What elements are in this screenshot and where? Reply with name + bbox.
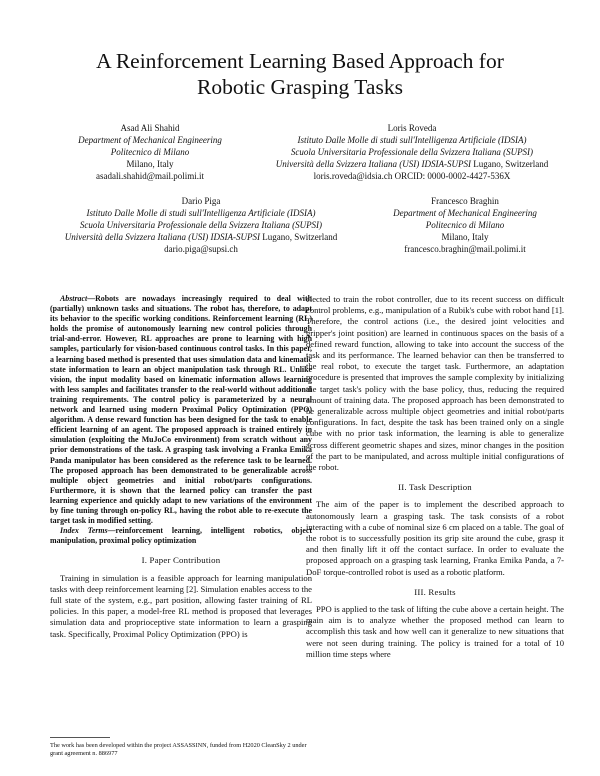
author-email: francesco.braghin@mail.polimi.it: [404, 244, 526, 254]
title-line-1: A Reinforcement Learning Based Approach for: [96, 49, 504, 73]
index-terms: [50, 526, 312, 546]
right-column: [306, 294, 564, 660]
author-block-3: [36, 195, 366, 255]
author-email: dario.piga@supsi.ch: [164, 244, 238, 254]
author-affiliation: Department of Mechanical Engineering: [393, 208, 537, 218]
index-terms-text: —reinforcement learning, intelligent robotics, object manipulation, proximal policy optimization: [50, 526, 312, 546]
author-affiliation: Politecnico di Milano: [110, 147, 190, 157]
author-affiliation: Department of Mechanical Engineering: [78, 135, 222, 145]
author-affiliation: Istituto Dalle Molle di studi sull'Intelligenza Artificiale (IDSIA): [297, 135, 527, 145]
abstract-lead: Abstract: [60, 294, 88, 303]
index-terms-lead: Index Terms: [60, 526, 108, 536]
author-affiliation: Scuola Universitaria Professionale della Svizzera Italiana (SUPSI): [79, 220, 323, 230]
author-location: Milano, Italy: [126, 159, 174, 169]
section-1-paragraph: Training in simulation is a feasible approach for learning manipulation tasks with deep reinforcement learning [2]. Simulation enables access to the full state of the system, e.g., part position, allowing faster training of RL policies. In this paper, a model-free RL method is proposed that leverages simulation data and proprioceptive state information to learn a grasping task. Specifically, Proximal Policy Optimization (PPO) is: [50, 572, 312, 639]
section-heading-3: III. Results: [414, 586, 456, 597]
author-block-4: [370, 195, 560, 255]
author-affiliation: Politecnico di Milano: [425, 220, 505, 230]
section-heading-2: II. Task Description: [398, 482, 472, 493]
author-affiliation: Istituto Dalle Molle di studi sull'Intelligenza Artificiale (IDSIA): [86, 208, 316, 218]
author-affiliation: Scuola Universitaria Professionale della Svizzera Italiana (SUPSI): [290, 147, 534, 157]
footnote-divider: [50, 737, 110, 738]
section-3-paragraph: PPO is applied to the task of lifting the cube above a certain height. The main aim is to analyze whether the proposed method can learn to accomplish this task and how well can it generalize to new situations that were not seen during training. The policy is trained for a total of 10 million time steps where: [306, 604, 564, 659]
author-name: Francesco Braghin: [431, 196, 499, 206]
title-line-2: Robotic Grasping Tasks: [197, 75, 403, 99]
abstract: [50, 294, 312, 526]
author-block-2: [262, 122, 562, 182]
section-1-paragraph-continued: elected to train the robot controller, due to its recent success on difficult control problems, e.g., manipulation of a Rubik's cube with robot hand [1]. Therefore, the control actions (i.e., the desired joint velocities and gripper's joint position) are learned in continuous spaces on the basis of a defined reward function, allowing to take into account the success of the task and its performance. The learned behavior can then be transferred to the real robot, to execute the target task. Furthermore, an adaptation procedure is presented that improves the sample complexity by initializing the target task's policy with the base policy, thus, reducing the required amount of training data. The proposed approach has been demonstrated to be generalizable across multiple object geometries and initial robot/parts configurations. In fact, despite the task has been trained only on a single cube with no prior task information, the learning is able to generalize across different geometric shapes and sizes, minor changes in the position of the part to be manipulated, and across multiple initial configurations of the robot.: [306, 294, 564, 473]
paper-title: [40, 48, 560, 100]
author-location: Lugano, Switzerland: [259, 232, 338, 242]
author-name: Asad Ali Shahid: [120, 123, 180, 133]
section-heading-1: I. Paper Contribution: [141, 555, 221, 566]
abstract-text: —Robots are nowadays increasingly required to deal with (partially) unknown tasks and situations. The robot has, therefore, to adapt its behavior to the specific working conditions. Reinforcement learning (RL) holds the promise of autonomously learning new control policies through trial-and-error. However, RL approaches are prone to learning with high samples, particularly for vision-based continuous control tasks. In this paper, a learning based method is presented that uses simulation data and kinematic state information to learn an object manipulation task through RL. Unlike vision, the input modality based on kinematic information allows learning with less samples and facilitates transfer to the real-world without additional training requirements. The control policy is parameterized by a neural network and learned using modern Proximal Policy Optimization (PPO) algorithm. A dense reward function has been designed for the task to enable efficient learning of an agent. The proposed approach is trained entirely in simulation (exploiting the MuJoCo environment) from scratch without any prior demonstrations of the task. A grasping task involving a Franka Emika Panda manipulator has been considered as the reference task to be learned. The proposed approach has been demonstrated to be generalizable across multiple object geometries and initial robot/parts configurations. Furthermore, it is shown that the learned policy can transfer the past learning experience and quickly adapt to new variations of the environment by fine tuning through on-policy RL, having the robot able to re-execute the target task in modified setting.: [50, 294, 312, 526]
author-affiliation: Università della Svizzera Italiana (USI) IDSIA-SUPSI: [275, 159, 471, 169]
author-block-1: [50, 122, 250, 182]
author-location: Lugano, Switzerland: [470, 159, 549, 169]
author-name: Loris Roveda: [387, 123, 437, 133]
left-column: [50, 294, 312, 640]
author-email: asadali.shahid@mail.polimi.it: [95, 171, 205, 181]
author-email: loris.roveda@idsia.ch ORCID: 0000-0002-4427-536X: [313, 171, 511, 181]
author-location: Milano, Italy: [441, 232, 489, 242]
section-2-paragraph: The aim of the paper is to implement the described approach to autonomously learn a grasping task. The task consists of a robot interacting with a cube of nominal size 6 cm placed on a table. The goal of the robot is to successfully position its grip site around the cube, grasp it and then finally lift it off the contact surface. In order to evaluate the proposed approach on a grasping task learning, Franka Emika Panda, a 7-DoF torque-controlled robot is used as a robotic platform.: [306, 499, 564, 577]
author-name: Dario Piga: [181, 196, 221, 206]
author-affiliation: Università della Svizzera Italiana (USI) IDSIA-SUPSI: [64, 232, 260, 242]
footnote: The work has been developed within the project ASSASSINN, funded from H2020 CleanSky 2 under grant agreement n. 886977: [50, 742, 307, 757]
